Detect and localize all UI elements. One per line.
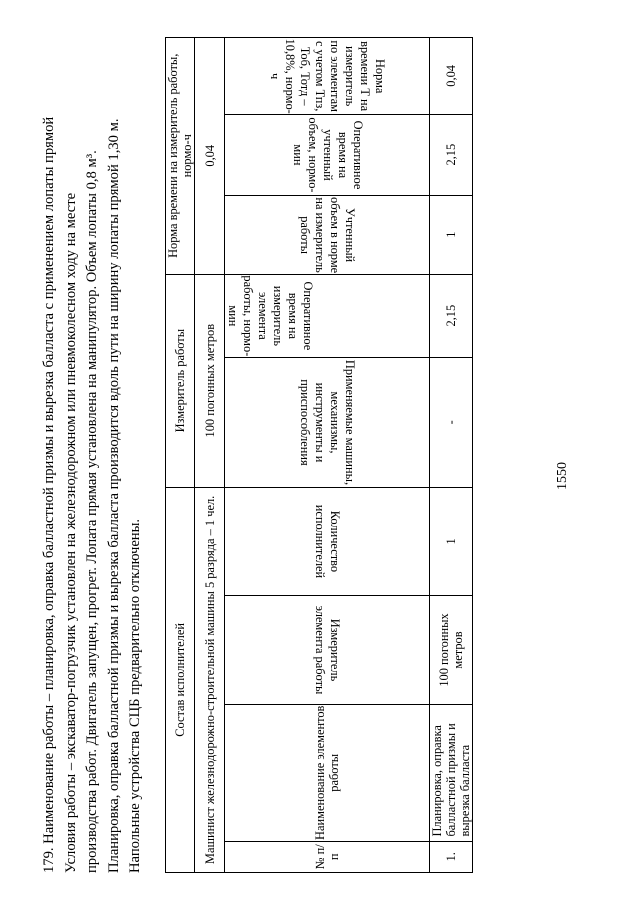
col-workers-header: Количество исполнителей (225, 487, 430, 595)
intro-text (39, 73, 147, 873)
column-header-row (225, 38, 430, 873)
row-norm: 0,04 (430, 38, 473, 115)
row-machines: - (430, 357, 473, 487)
work-title: 179. Наименование работы – планировка, оправка балластной призмы и вырезка балласта с применением лопаты прямой (41, 116, 57, 873)
table-header-row (166, 38, 195, 873)
row-op-time-counted: 2,15 (430, 114, 473, 195)
row-op-time: 2,15 (430, 274, 473, 357)
row-unit: 100 погонных метров (430, 596, 473, 705)
measurer-value: 100 погонных метров (195, 274, 225, 487)
col-op-time-counted-header: Оперативное время на учтенный объем, нормо-мин (225, 114, 430, 195)
measurer-header: Измеритель работы (166, 274, 195, 487)
time-norm-header: Норма времени на измеритель работы, нормо-ч (166, 38, 195, 275)
col-volume-header: Учтенный объем в норме на измеритель работы (225, 195, 430, 274)
col-unit-header: Измеритель элемента работы (225, 596, 430, 705)
col-num-header: № п/п (225, 841, 430, 872)
work-conditions-line: Напольные устройства СЦБ предварительно отключены. (127, 518, 143, 873)
work-conditions-line: производства работ. Двигатель запущен, прогрет. Лопата прямая установлена на манипулятор. Объем лопаты 0,8 м³. (84, 150, 100, 873)
composition-value: Машинист железнодорожно-строительной машины 5 разряда – 1 чел. (195, 487, 225, 872)
work-conditions-line: Планировка, оправка балластной призмы и вырезка балласта производится вдоль пути на ширину лопаты прямой 1,30 м. (105, 118, 122, 873)
col-name-header: Наименование элементов работы (225, 705, 430, 842)
table-row (430, 38, 473, 873)
row-name: Планировка, оправка балластной призмы и вырезка балласта (430, 705, 473, 842)
rotated-page (35, 37, 595, 887)
time-norm-value: 0,04 (195, 38, 225, 275)
composition-header: Состав исполнителей (166, 487, 195, 872)
row-num: 1. (430, 841, 473, 872)
work-conditions-line: Условия работы – экскаватор-погрузчик установлен на железнодорожном или пневмоколесном ходу на месте (62, 192, 79, 873)
norm-table (165, 37, 473, 873)
col-norm-header: Норма времени Т на измеритель по элементам с учетом Тпз, Тоб, Тотд – 10,8%, нормо-ч (225, 38, 430, 115)
col-op-time-header: Оперативное время на измеритель элемента работы, нормо-мин (225, 274, 430, 357)
col-machines-header: Применяемые машины, механизмы, инструменты и приспособления (225, 357, 430, 487)
row-workers: 1 (430, 487, 473, 595)
page-number: 1550 (555, 462, 570, 490)
row-volume: 1 (430, 195, 473, 274)
table-header-values-row (195, 38, 225, 873)
